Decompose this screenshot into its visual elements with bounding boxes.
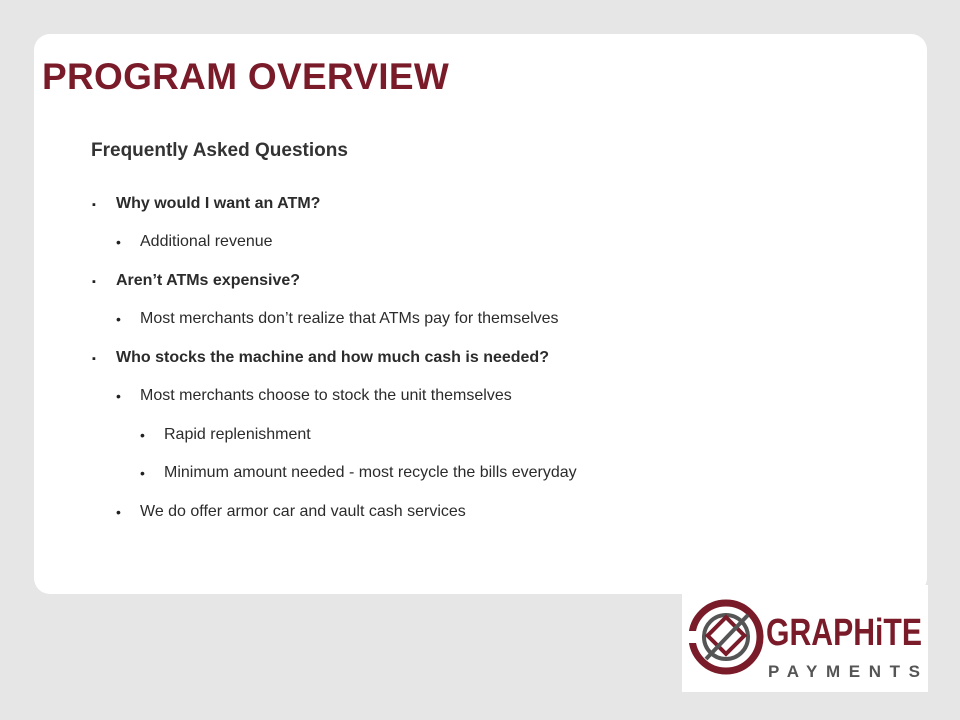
faq-question-2	[92, 270, 301, 292]
answer-text: We do offer armor car and vault cash services	[140, 503, 466, 520]
faq-subanswer-3-1-2	[140, 462, 577, 484]
round-bullet-icon: •	[140, 465, 145, 481]
faq-answer-3-2	[116, 501, 466, 523]
round-bullet-icon: •	[140, 427, 145, 443]
faq-answer-1-1	[116, 231, 273, 253]
round-bullet-icon: •	[116, 388, 121, 404]
answer-text: Additional revenue	[140, 233, 273, 250]
question-text: Why would I want an ATM?	[116, 195, 321, 212]
round-bullet-icon: •	[116, 234, 121, 250]
graphite-logo-icon	[688, 603, 760, 671]
answer-text: Most merchants choose to stock the unit themselves	[140, 387, 512, 404]
question-text: Aren’t ATMs expensive?	[116, 272, 301, 289]
question-text: Who stocks the machine and how much cash is needed?	[116, 349, 549, 366]
faq-question-1	[92, 193, 321, 215]
graphite-payments-logo	[682, 585, 928, 692]
faq-answer-3-1	[116, 385, 512, 407]
logo-word-payments: PAYMENTS	[768, 662, 920, 681]
square-bullet-icon: ▪	[92, 276, 96, 288]
logo-word-graphite: GRAPHiTE	[766, 612, 922, 654]
square-bullet-icon: ▪	[92, 199, 96, 211]
slide-title: PROGRAM OVERVIEW	[42, 56, 450, 97]
faq-subanswer-3-1-1	[140, 424, 311, 446]
answer-text: Minimum amount needed - most recycle the bills everyday	[164, 464, 577, 481]
faq-question-3	[92, 347, 549, 369]
square-bullet-icon: ▪	[92, 353, 96, 365]
answer-text: Rapid replenishment	[164, 426, 311, 443]
round-bullet-icon: •	[116, 504, 121, 520]
round-bullet-icon: •	[116, 311, 121, 327]
faq-heading: Frequently Asked Questions	[91, 140, 348, 161]
faq-answer-2-1	[116, 308, 559, 330]
answer-text: Most merchants don’t realize that ATMs pay for themselves	[140, 310, 559, 327]
